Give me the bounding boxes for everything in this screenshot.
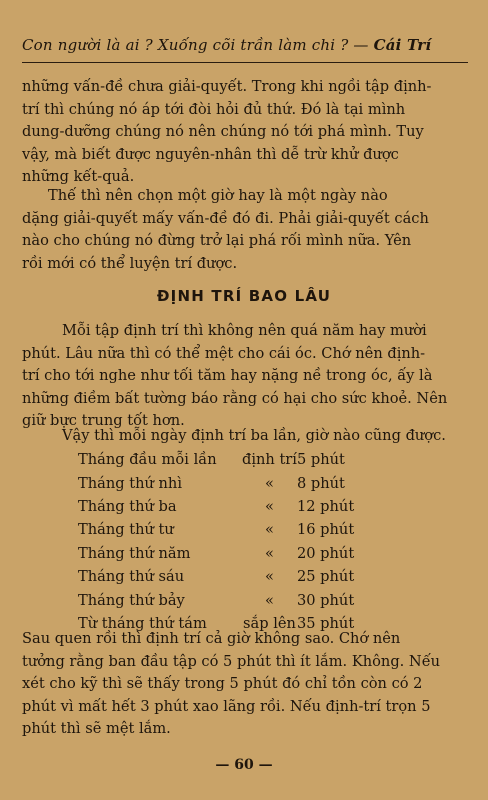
schedule-label: Tháng thứ sáu bbox=[78, 568, 185, 586]
paragraph-3 bbox=[22, 320, 468, 433]
paragraph-2 bbox=[22, 185, 468, 275]
schedule-mark: « bbox=[265, 474, 274, 492]
schedule-label: Tháng thứ nhì bbox=[78, 474, 182, 492]
table-row bbox=[78, 495, 387, 518]
schedule-label: Tháng thứ ba bbox=[78, 497, 177, 515]
schedule-mark: định trí bbox=[242, 451, 297, 469]
header-author: Cái Trí bbox=[373, 36, 432, 54]
text-line: Vậy thì mỗi ngày định trí ba lần, giờ nào cũng được. bbox=[62, 427, 446, 444]
schedule-mark: « bbox=[265, 591, 274, 609]
schedule-label: Tháng thứ bảy bbox=[78, 591, 185, 609]
header-rule bbox=[22, 62, 468, 64]
text-line: dung-dưỡng chúng nó nên chúng nó tới phá mình. Tuy bbox=[22, 123, 424, 140]
schedule-mark: « bbox=[265, 497, 274, 515]
schedule-label: Tháng thứ năm bbox=[78, 544, 191, 562]
header-dash: — bbox=[353, 36, 369, 54]
text-line: những điềm bất tường báo rằng có hại cho sức khoẻ. Nên bbox=[22, 389, 448, 407]
schedule-value: 5 phút bbox=[296, 451, 345, 469]
header-title: Con người là ai ? Xuống cõi trần làm chi ? bbox=[22, 36, 349, 54]
text-line: Sau quen rồi thì định trí cả giờ không sao. Chớ nên bbox=[22, 630, 401, 647]
running-header bbox=[22, 36, 468, 54]
schedule-value: 8 phút bbox=[296, 474, 345, 492]
text-line: tưởng rằng ban đầu tập có 5 phút thì ít lắm. Không. Nếu bbox=[22, 652, 441, 670]
text-line: rồi mới có thể luyện trí được. bbox=[22, 254, 238, 272]
schedule-label: Tháng đầu mỗi lần bbox=[78, 451, 217, 469]
schedule-mark: « bbox=[265, 544, 274, 562]
paragraph-1 bbox=[22, 76, 468, 189]
text-line: Thế thì nên chọn một giờ hay là một ngày nào bbox=[48, 187, 388, 204]
table-row bbox=[78, 448, 387, 471]
text-line: dặng giải-quyết mấy vấn-đề đó đi. Phải giải-quyết cách bbox=[22, 209, 429, 227]
table-row bbox=[78, 518, 387, 541]
schedule-value: 25 phút bbox=[296, 568, 355, 586]
schedule-value: 20 phút bbox=[296, 544, 355, 562]
table-row bbox=[78, 471, 387, 494]
schedule-mark: sắp lên bbox=[243, 614, 296, 632]
text-line: những kết-quả. bbox=[22, 168, 135, 185]
table-row bbox=[78, 588, 387, 611]
schedule-mark: « bbox=[265, 568, 274, 586]
page-number: — 60 — bbox=[215, 757, 273, 773]
text-line: trí cho tới nghe như tối tăm hay nặng nề trong óc, ấy là bbox=[22, 367, 433, 384]
schedule-table bbox=[78, 448, 387, 635]
schedule-mark: « bbox=[265, 521, 274, 539]
text-line: trí thì chúng nó áp tới đòi hỏi đủ thứ. Đó là tại mình bbox=[22, 100, 406, 118]
schedule-value: 16 phút bbox=[296, 521, 355, 539]
text-line: những vấn-đề chưa giải-quyết. Trong khi ngồi tập định- bbox=[22, 78, 432, 95]
text-line: giữ bực trung tốt hơn. bbox=[22, 412, 185, 429]
text-line: nào cho chúng nó đừng trở lại phá rối mình nữa. Yên bbox=[22, 232, 412, 249]
text-line: phút vì mất hết 3 phút xao lãng rồi. Nếu định-trí trọn 5 bbox=[22, 697, 431, 715]
table-row bbox=[78, 542, 387, 565]
text-line: Mỗi tập định trí thì không nên quá năm hay mười bbox=[62, 322, 427, 339]
text-line: phút thì sẽ mệt lắm. bbox=[22, 720, 171, 737]
schedule-label: Từ tháng thứ tám bbox=[78, 614, 207, 632]
text-line: vậy, mà biết được nguyên-nhân thì dễ trừ khử được bbox=[22, 145, 399, 163]
text-line: xét cho kỹ thì sẽ thấy trong 5 phút đó chỉ tồn còn có 2 bbox=[22, 675, 423, 692]
section-heading: ĐỊNH TRÍ BAO LÂU bbox=[156, 287, 332, 305]
schedule-value: 35 phút bbox=[296, 614, 355, 632]
text-line: phút. Lâu nữa thì có thể mệt cho cái óc. Chớ nên định- bbox=[22, 344, 426, 362]
paragraph-5 bbox=[22, 628, 468, 741]
schedule-label: Tháng thứ tư bbox=[78, 521, 174, 539]
schedule-value: 30 phút bbox=[296, 591, 355, 609]
schedule-value: 12 phút bbox=[296, 497, 355, 515]
paragraph-4 bbox=[22, 425, 468, 448]
table-row bbox=[78, 565, 387, 588]
